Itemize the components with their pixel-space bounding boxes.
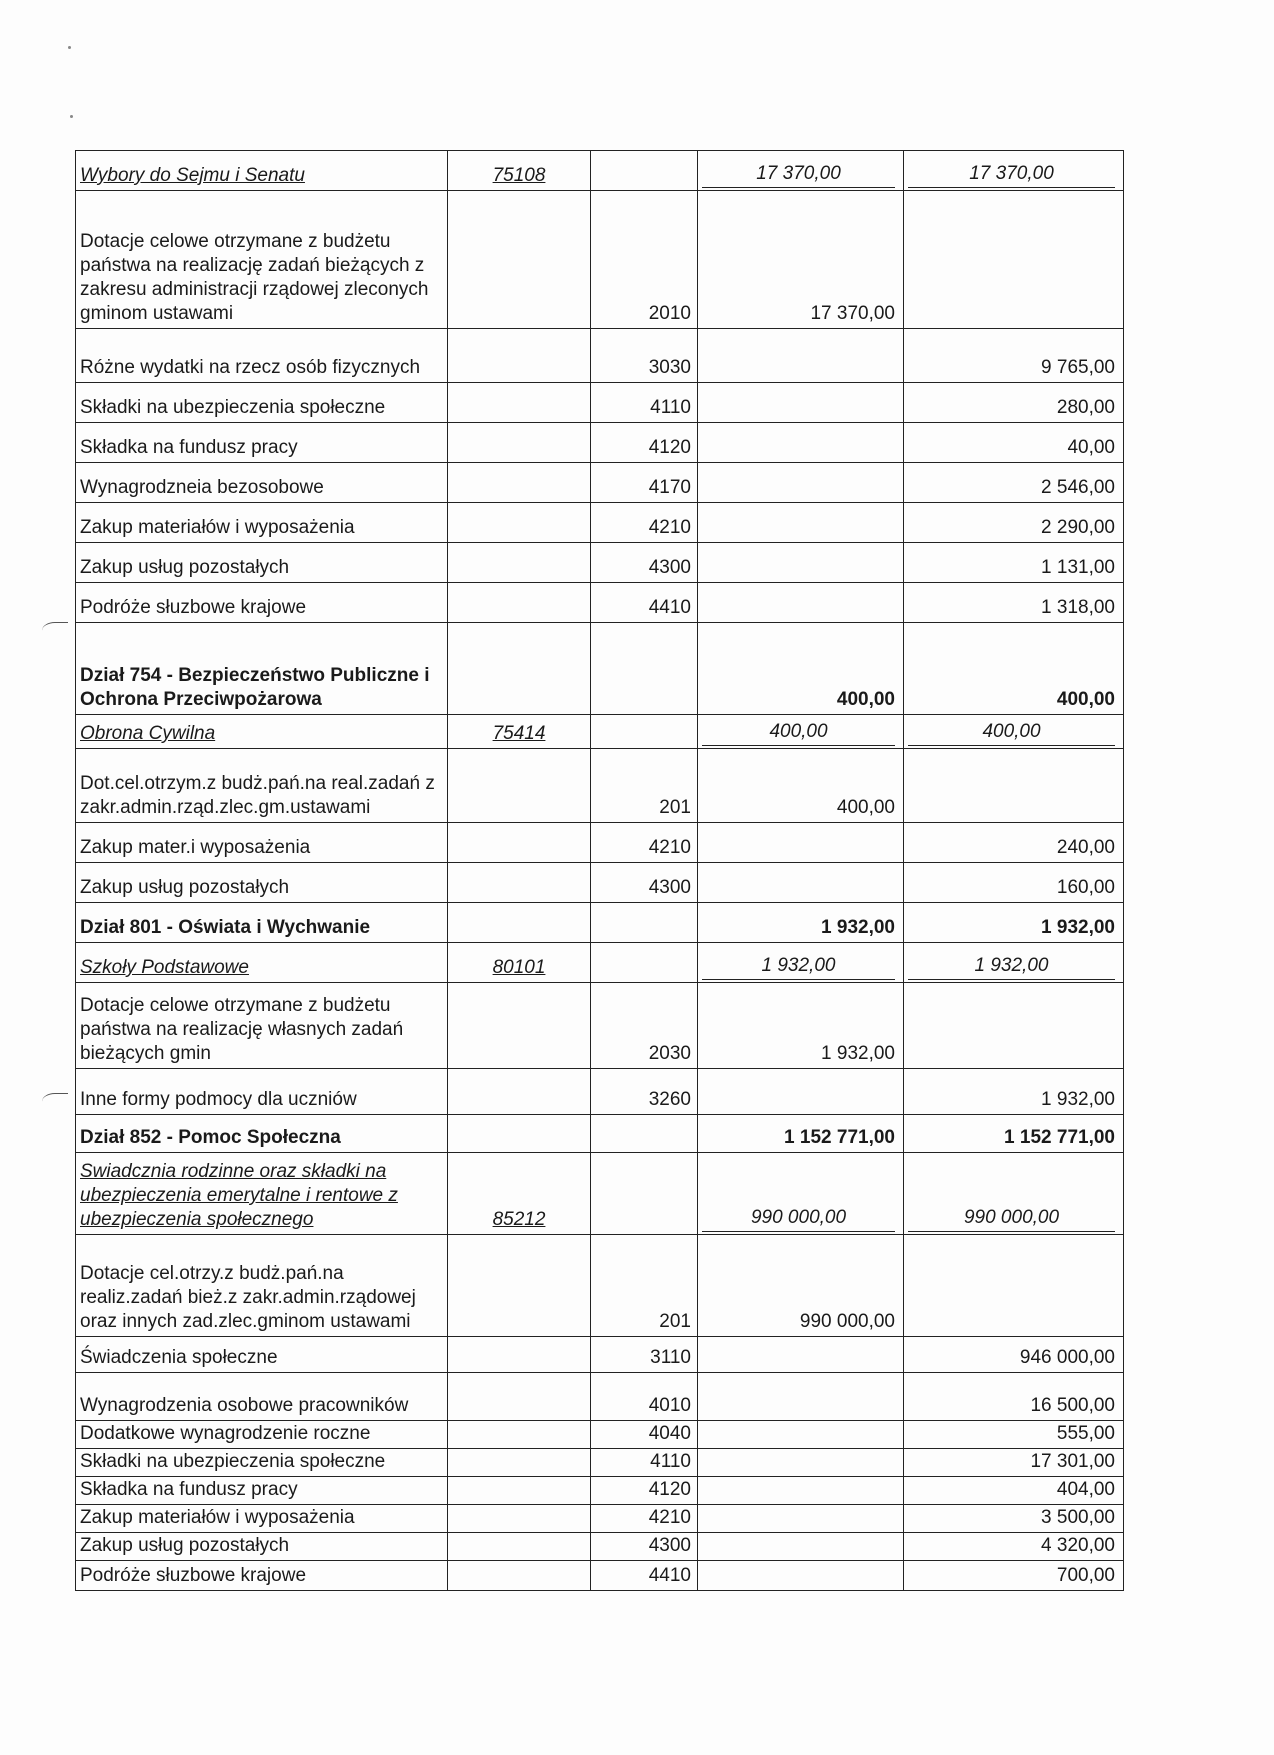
expense-amount: 400,00	[1056, 689, 1115, 710]
row-name-cell	[76, 423, 448, 463]
row-name-cell	[76, 1069, 448, 1115]
paragraph-code: 4120	[648, 437, 691, 458]
row-name: Wynagrodzneia bezosobowe	[80, 477, 324, 498]
expense-amount-cell	[904, 863, 1124, 903]
paragraph-code-cell	[591, 623, 698, 715]
row-name: Dział 852 - Pomoc Społeczna	[80, 1127, 341, 1148]
expense-amount-cell	[904, 983, 1124, 1069]
row-name: Składka na fundusz pracy	[80, 1479, 298, 1500]
expense-amount: 946 000,00	[1019, 1347, 1115, 1368]
paragraph-code-cell	[591, 1561, 698, 1591]
paragraph-code-cell	[591, 1505, 698, 1533]
chapter-code-cell	[448, 1533, 591, 1561]
expense-amount-cell	[904, 1115, 1124, 1153]
paragraph-code: 4300	[648, 557, 691, 578]
paragraph-code: 4040	[648, 1423, 691, 1444]
row-name-cell	[76, 715, 448, 749]
row-name: Składka na fundusz pracy	[80, 437, 298, 458]
expense-amount-cell	[904, 503, 1124, 543]
paragraph-code: 3030	[648, 357, 691, 378]
row-name: Podróże słuzbowe krajowe	[80, 597, 307, 618]
row-name-cell	[76, 983, 448, 1069]
row-name-cell	[76, 1235, 448, 1337]
income-amount-cell	[698, 383, 904, 423]
margin-hole-mark	[42, 1093, 68, 1110]
row-name-cell	[76, 151, 448, 191]
paragraph-code-cell	[591, 423, 698, 463]
section-row	[76, 1115, 1124, 1153]
income-amount: 1 932,00	[821, 917, 895, 938]
row-name: Inne formy podmocy dla uczniów	[80, 1089, 357, 1110]
paragraph-code-cell	[591, 151, 698, 191]
expense-amount-cell	[904, 463, 1124, 503]
chapter-code-cell	[448, 623, 591, 715]
paragraph-code: 4300	[648, 877, 691, 898]
paragraph-code-cell	[591, 191, 698, 329]
row-name: Swiadcznia rodzinne oraz składki na ubezpieczenia emerytalne i rentowe z ubezpieczenia społecznego	[80, 1161, 398, 1230]
row-name-cell	[76, 543, 448, 583]
row-name: Dotacje celowe otrzymane z budżetu państwa na realizację zadań bieżących z zakresu administracji rządowej zleconych gminom ustawami	[80, 231, 429, 324]
expense-amount-cell	[904, 329, 1124, 383]
expense-amount: 280,00	[1056, 397, 1115, 418]
table-row	[76, 1505, 1124, 1533]
paragraph-code-cell	[591, 1153, 698, 1235]
expense-amount-cell	[904, 715, 1124, 749]
paragraph-code-cell	[591, 1449, 698, 1477]
paragraph-code-cell	[591, 1069, 698, 1115]
budget-table	[75, 150, 1124, 1591]
expense-amount-cell	[904, 1069, 1124, 1115]
chapter-code-cell	[448, 1153, 591, 1235]
row-name-cell	[76, 1505, 448, 1533]
income-amount-cell	[698, 1373, 904, 1421]
row-name: Zakup usług pozostałych	[80, 877, 290, 898]
row-name-cell	[76, 1337, 448, 1373]
row-name-cell	[76, 503, 448, 543]
scan-speck	[68, 46, 71, 49]
row-name-cell	[76, 1477, 448, 1505]
row-name-cell	[76, 749, 448, 823]
chapter-code-cell	[448, 1477, 591, 1505]
expense-amount-cell	[904, 1505, 1124, 1533]
table-row	[76, 463, 1124, 503]
chapter-code-cell	[448, 329, 591, 383]
income-amount-cell	[698, 863, 904, 903]
income-amount-cell	[698, 329, 904, 383]
paragraph-code: 4170	[648, 477, 691, 498]
row-name-cell	[76, 1115, 448, 1153]
chapter-code-cell	[448, 823, 591, 863]
income-amount-cell	[698, 463, 904, 503]
row-name: Zakup usług pozostałych	[80, 557, 290, 578]
paragraph-code-cell	[591, 823, 698, 863]
chapter-code-cell	[448, 151, 591, 191]
chapter-code: 80101	[492, 957, 546, 978]
income-amount: 990 000,00	[702, 1206, 895, 1232]
chapter-code-cell	[448, 1421, 591, 1449]
income-amount-cell	[698, 1561, 904, 1591]
expense-amount: 17 301,00	[1030, 1451, 1115, 1472]
chapter-code-cell	[448, 903, 591, 943]
income-amount: 400,00	[702, 720, 895, 746]
row-name-cell	[76, 903, 448, 943]
table-row	[76, 749, 1124, 823]
expense-amount: 16 500,00	[1030, 1395, 1115, 1416]
income-amount-cell	[698, 1505, 904, 1533]
paragraph-code: 4210	[648, 1507, 691, 1528]
expense-amount-cell	[904, 543, 1124, 583]
scan-speck	[70, 115, 73, 118]
row-name-cell	[76, 463, 448, 503]
expense-amount: 40,00	[1067, 437, 1115, 458]
income-amount-cell	[698, 1235, 904, 1337]
row-name-cell	[76, 623, 448, 715]
paragraph-code: 201	[659, 797, 691, 818]
chapter-code-cell	[448, 749, 591, 823]
expense-amount-cell	[904, 1153, 1124, 1235]
expense-amount-cell	[904, 1373, 1124, 1421]
income-amount: 1 932,00	[821, 1043, 895, 1064]
income-amount-cell	[698, 543, 904, 583]
income-amount-cell	[698, 903, 904, 943]
paragraph-code-cell	[591, 983, 698, 1069]
expense-amount: 17 370,00	[908, 162, 1115, 188]
row-name-cell	[76, 1561, 448, 1591]
income-amount-cell	[698, 1533, 904, 1561]
income-amount-cell	[698, 151, 904, 191]
chapter-code-cell	[448, 463, 591, 503]
expense-amount-cell	[904, 1421, 1124, 1449]
paragraph-code: 201	[659, 1311, 691, 1332]
paragraph-code: 3110	[650, 1347, 691, 1368]
expense-amount: 9 765,00	[1041, 357, 1115, 378]
chapter-code-cell	[448, 1337, 591, 1373]
paragraph-code: 4010	[648, 1395, 691, 1416]
table-row	[76, 1235, 1124, 1337]
chapter-code-cell	[448, 1373, 591, 1421]
expense-amount-cell	[904, 423, 1124, 463]
chapter-code-cell	[448, 1505, 591, 1533]
table-row	[76, 583, 1124, 623]
income-amount-cell	[698, 623, 904, 715]
chapter-row	[76, 1153, 1124, 1235]
expense-amount: 2 546,00	[1041, 477, 1115, 498]
row-name-cell	[76, 1449, 448, 1477]
row-name-cell	[76, 383, 448, 423]
row-name-cell	[76, 329, 448, 383]
chapter-code-cell	[448, 1069, 591, 1115]
expense-amount: 400,00	[908, 720, 1115, 746]
chapter-row	[76, 151, 1124, 191]
table-row	[76, 503, 1124, 543]
row-name: Zakup materiałów i wyposażenia	[80, 517, 355, 538]
chapter-code-cell	[448, 943, 591, 983]
margin-hole-mark	[42, 622, 68, 639]
chapter-code-cell	[448, 503, 591, 543]
paragraph-code: 4300	[648, 1535, 691, 1556]
income-amount-cell	[698, 943, 904, 983]
income-amount: 400,00	[836, 797, 895, 818]
paragraph-code-cell	[591, 863, 698, 903]
row-name: Zakup mater.i wyposażenia	[80, 837, 311, 858]
paragraph-code-cell	[591, 1421, 698, 1449]
paragraph-code: 4210	[648, 517, 691, 538]
table-row	[76, 543, 1124, 583]
expense-amount: 1 932,00	[1041, 1089, 1115, 1110]
paragraph-code-cell	[591, 715, 698, 749]
income-amount: 1 152 771,00	[784, 1127, 895, 1148]
chapter-code: 75414	[492, 723, 546, 744]
chapter-code-cell	[448, 383, 591, 423]
row-name: Dot.cel.otrzym.z budż.pań.na real.zadań z zakr.admin.rząd.zlec.gm.ustawami	[80, 773, 435, 818]
expense-amount-cell	[904, 1533, 1124, 1561]
paragraph-code: 3260	[648, 1089, 691, 1110]
income-amount-cell	[698, 749, 904, 823]
table-row	[76, 823, 1124, 863]
chapter-row	[76, 943, 1124, 983]
expense-amount-cell	[904, 583, 1124, 623]
chapter-code-cell	[448, 1561, 591, 1591]
expense-amount-cell	[904, 943, 1124, 983]
income-amount-cell	[698, 983, 904, 1069]
chapter-code-cell	[448, 423, 591, 463]
paragraph-code-cell	[591, 903, 698, 943]
row-name: Dotacje celowe otrzymane z budżetu państwa na realizację własnych zadań bieżących gmin	[80, 995, 404, 1064]
paragraph-code: 4210	[648, 837, 691, 858]
chapter-code-cell	[448, 543, 591, 583]
table-row	[76, 983, 1124, 1069]
chapter-code: 75108	[492, 165, 546, 186]
expense-amount-cell	[904, 1235, 1124, 1337]
table-row	[76, 1337, 1124, 1373]
income-amount: 17 370,00	[702, 162, 895, 188]
row-name: Składki na ubezpieczenia społeczne	[80, 1451, 386, 1472]
expense-amount: 2 290,00	[1041, 517, 1115, 538]
row-name: Dział 754 - Bezpieczeństwo Publiczne i Ochrona Przeciwpożarowa	[80, 665, 430, 710]
paragraph-code: 4410	[648, 597, 691, 618]
table-row	[76, 423, 1124, 463]
paragraph-code-cell	[591, 943, 698, 983]
expense-amount: 1 318,00	[1041, 597, 1115, 618]
table-row	[76, 329, 1124, 383]
row-name: Zakup materiałów i wyposażenia	[80, 1507, 355, 1528]
table-row	[76, 383, 1124, 423]
row-name: Różne wydatki na rzecz osób fizycznych	[80, 357, 421, 378]
row-name-cell	[76, 943, 448, 983]
row-name-cell	[76, 1421, 448, 1449]
table-row	[76, 1069, 1124, 1115]
income-amount-cell	[698, 1477, 904, 1505]
paragraph-code-cell	[591, 1373, 698, 1421]
row-name: Dodatkowe wynagrodzenie roczne	[80, 1423, 371, 1444]
expense-amount-cell	[904, 749, 1124, 823]
income-amount-cell	[698, 191, 904, 329]
row-name-cell	[76, 1533, 448, 1561]
row-name: Wynagrodzenia osobowe pracowników	[80, 1395, 409, 1416]
paragraph-code-cell	[591, 463, 698, 503]
row-name: Dział 801 - Oświata i Wychwanie	[80, 917, 371, 938]
paragraph-code-cell	[591, 1477, 698, 1505]
expense-amount: 1 932,00	[1041, 917, 1115, 938]
income-amount-cell	[698, 1115, 904, 1153]
chapter-code-cell	[448, 863, 591, 903]
paragraph-code-cell	[591, 1115, 698, 1153]
expense-amount: 1 932,00	[908, 954, 1115, 980]
row-name: Świadczenia społeczne	[80, 1347, 278, 1368]
income-amount-cell	[698, 1069, 904, 1115]
chapter-code: 85212	[492, 1209, 546, 1230]
row-name-cell	[76, 823, 448, 863]
paragraph-code-cell	[591, 1235, 698, 1337]
income-amount-cell	[698, 503, 904, 543]
income-amount-cell	[698, 823, 904, 863]
expense-amount-cell	[904, 1477, 1124, 1505]
row-name: Podróże słuzbowe krajowe	[80, 1565, 307, 1586]
income-amount-cell	[698, 1449, 904, 1477]
paragraph-code: 2030	[648, 1043, 691, 1064]
paragraph-code-cell	[591, 329, 698, 383]
income-amount: 17 370,00	[810, 303, 895, 324]
paragraph-code-cell	[591, 583, 698, 623]
table-row	[76, 863, 1124, 903]
expense-amount-cell	[904, 903, 1124, 943]
row-name-cell	[76, 1373, 448, 1421]
paragraph-code: 2010	[648, 303, 691, 324]
expense-amount: 1 131,00	[1041, 557, 1115, 578]
paragraph-code-cell	[591, 503, 698, 543]
row-name-cell	[76, 191, 448, 329]
table-row	[76, 1477, 1124, 1505]
table-row	[76, 1373, 1124, 1421]
paragraph-code-cell	[591, 383, 698, 423]
expense-amount: 3 500,00	[1041, 1507, 1115, 1528]
income-amount-cell	[698, 1421, 904, 1449]
income-amount-cell	[698, 1153, 904, 1235]
expense-amount: 1 152 771,00	[1004, 1127, 1115, 1148]
expense-amount: 4 320,00	[1041, 1535, 1115, 1556]
expense-amount-cell	[904, 823, 1124, 863]
income-amount-cell	[698, 583, 904, 623]
income-amount-cell	[698, 715, 904, 749]
paragraph-code-cell	[591, 749, 698, 823]
row-name-cell	[76, 583, 448, 623]
chapter-code-cell	[448, 191, 591, 329]
expense-amount-cell	[904, 623, 1124, 715]
paragraph-code: 4120	[648, 1479, 691, 1500]
table-row	[76, 1449, 1124, 1477]
row-name: Wybory do Sejmu i Senatu	[80, 165, 305, 186]
income-amount-cell	[698, 1337, 904, 1373]
paragraph-code-cell	[591, 1533, 698, 1561]
expense-amount-cell	[904, 1337, 1124, 1373]
chapter-code-cell	[448, 1449, 591, 1477]
expense-amount-cell	[904, 1449, 1124, 1477]
chapter-code-cell	[448, 1115, 591, 1153]
budget-table-body	[76, 151, 1124, 1591]
table-row	[76, 191, 1124, 329]
table-row	[76, 1561, 1124, 1591]
section-row	[76, 903, 1124, 943]
row-name-cell	[76, 1153, 448, 1235]
table-row	[76, 1421, 1124, 1449]
expense-amount: 240,00	[1056, 837, 1115, 858]
row-name-cell	[76, 863, 448, 903]
chapter-code-cell	[448, 583, 591, 623]
table-row	[76, 1533, 1124, 1561]
income-amount: 990 000,00	[799, 1311, 895, 1332]
paragraph-code: 4110	[650, 397, 691, 418]
expense-amount-cell	[904, 151, 1124, 191]
expense-amount: 990 000,00	[908, 1206, 1115, 1232]
paragraph-code-cell	[591, 543, 698, 583]
chapter-code-cell	[448, 983, 591, 1069]
row-name: Dotacje cel.otrzy.z budż.pań.na realiz.zadań bież.z zakr.admin.rządowej oraz innych zad.zlec.gminom ustawami	[80, 1263, 416, 1332]
row-name: Składki na ubezpieczenia społeczne	[80, 397, 386, 418]
paragraph-code: 4410	[648, 1565, 691, 1586]
income-amount: 400,00	[836, 689, 895, 710]
expense-amount-cell	[904, 383, 1124, 423]
paragraph-code-cell	[591, 1337, 698, 1373]
expense-amount: 555,00	[1056, 1423, 1115, 1444]
chapter-code-cell	[448, 715, 591, 749]
section-row	[76, 623, 1124, 715]
chapter-row	[76, 715, 1124, 749]
expense-amount: 700,00	[1056, 1565, 1115, 1586]
income-amount: 1 932,00	[702, 954, 895, 980]
income-amount-cell	[698, 423, 904, 463]
chapter-code-cell	[448, 1235, 591, 1337]
expense-amount-cell	[904, 1561, 1124, 1591]
row-name: Zakup usług pozostałych	[80, 1535, 290, 1556]
expense-amount: 160,00	[1056, 877, 1115, 898]
row-name: Obrona Cywilna	[80, 723, 216, 744]
expense-amount-cell	[904, 191, 1124, 329]
paragraph-code: 4110	[650, 1451, 691, 1472]
expense-amount: 404,00	[1056, 1479, 1115, 1500]
row-name: Szkoły Podstawowe	[80, 957, 249, 978]
